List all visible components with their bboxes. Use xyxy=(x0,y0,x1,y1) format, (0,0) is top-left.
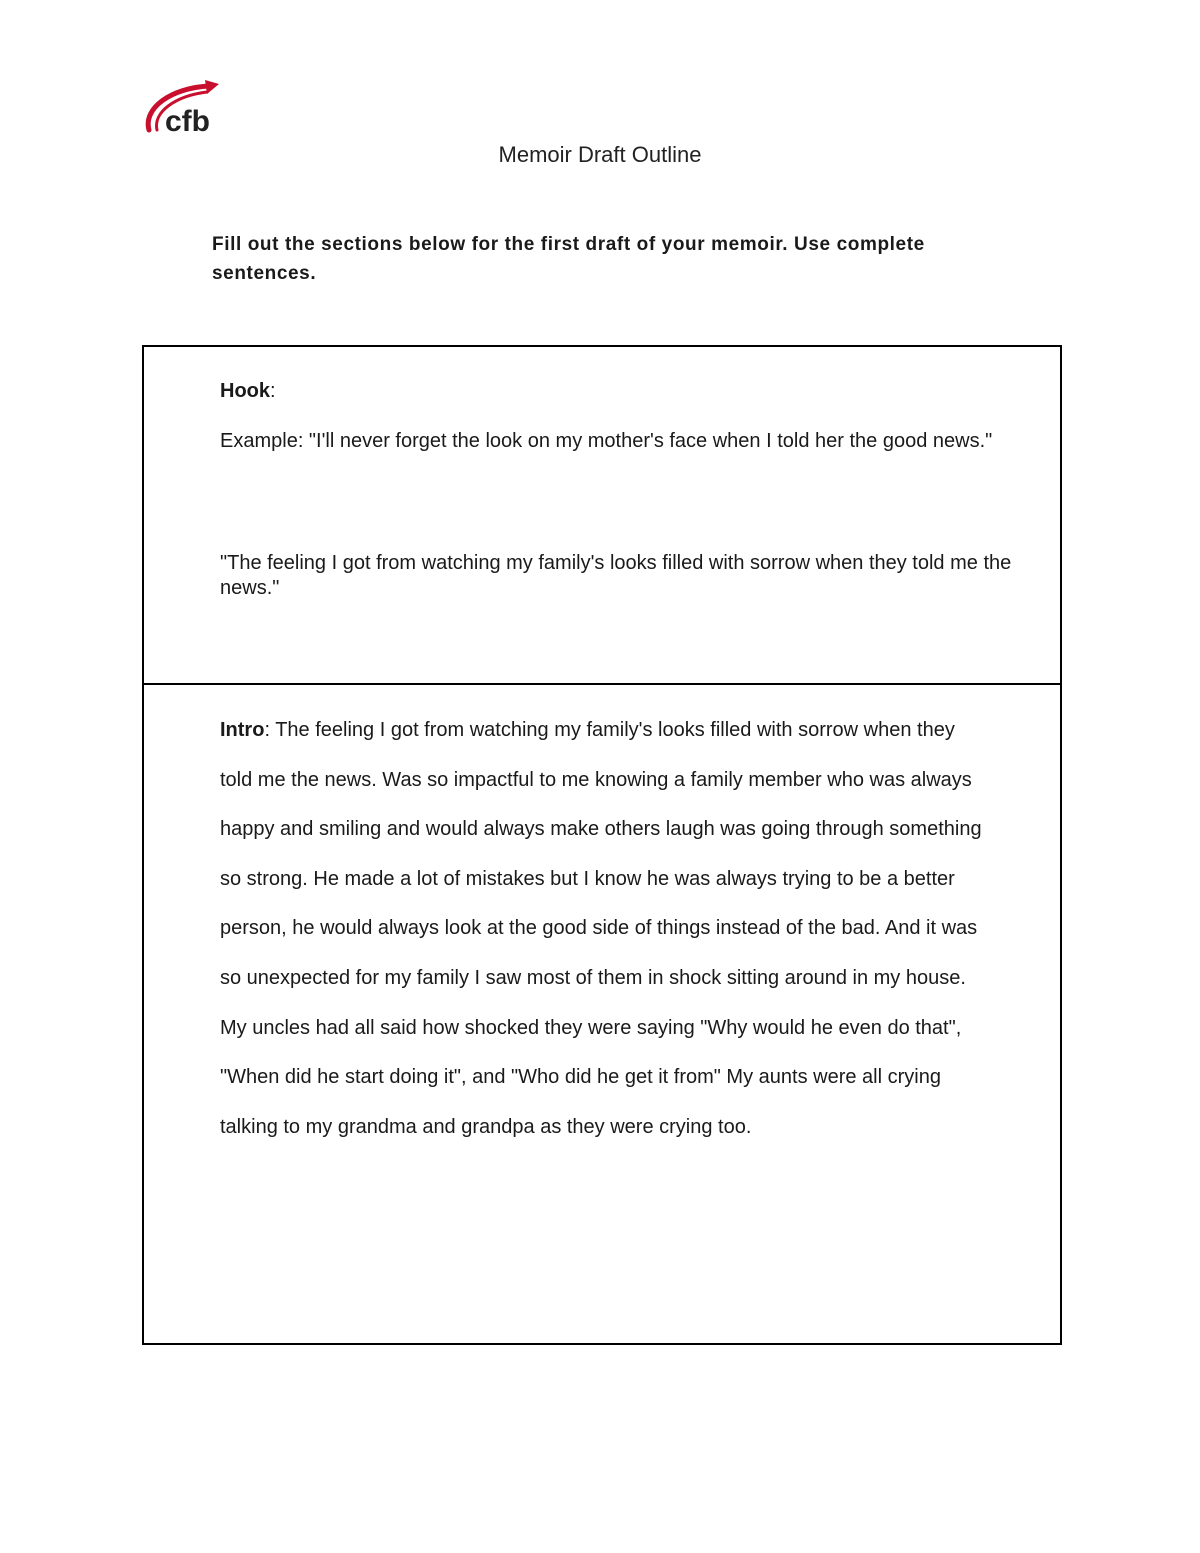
intro-line: happy and smiling and would always make others laugh was going through something xyxy=(220,818,982,841)
intro-line: told me the news. Was so impactful to me knowing a family member who was always xyxy=(220,768,972,791)
hook-separator: : xyxy=(270,380,276,402)
hook-heading xyxy=(220,380,276,403)
intro-line-text: The feeling I got from watching my family's looks filled with sorrow when they xyxy=(270,719,955,741)
hook-section-box xyxy=(142,345,1062,685)
hook-answer-text: "The feeling I got from watching my family's looks filled with sorrow when they told me the news." xyxy=(220,552,1012,599)
intro-label: Intro xyxy=(220,719,265,741)
intro-line: My uncles had all said how shocked they were saying "Why would he even do that", xyxy=(220,1016,962,1039)
intro-line: "When did he start doing it", and "Who did he get it from" My aunts were all crying xyxy=(220,1066,941,1089)
hook-example-text: Example: "I'll never forget the look on my mother's face when I told her the good news." xyxy=(220,430,993,452)
page-title: Memoir Draft Outline xyxy=(498,142,702,167)
intro-line xyxy=(220,716,1060,766)
intro-line: person, he would always look at the good side of things instead of the bad. And it was xyxy=(220,917,978,940)
intro-line: so unexpected for my family I saw most of them in shock sitting around in my house. xyxy=(220,966,966,989)
intro-body xyxy=(220,716,1060,1162)
svg-text:cfb: cfb xyxy=(165,105,210,136)
intro-line: so strong. He made a lot of mistakes but I know he was always trying to be a better xyxy=(220,867,955,890)
cfb-logo-mark xyxy=(143,76,223,136)
intro-separator: : xyxy=(264,719,270,741)
instructions-text: Fill out the sections below for the first draft of your memoir. Use complete sentences. xyxy=(212,234,925,284)
hook-label: Hook xyxy=(220,380,270,402)
intro-line: talking to my grandma and grandpa as they were crying too. xyxy=(220,1115,752,1138)
cfb-logo xyxy=(143,76,223,136)
